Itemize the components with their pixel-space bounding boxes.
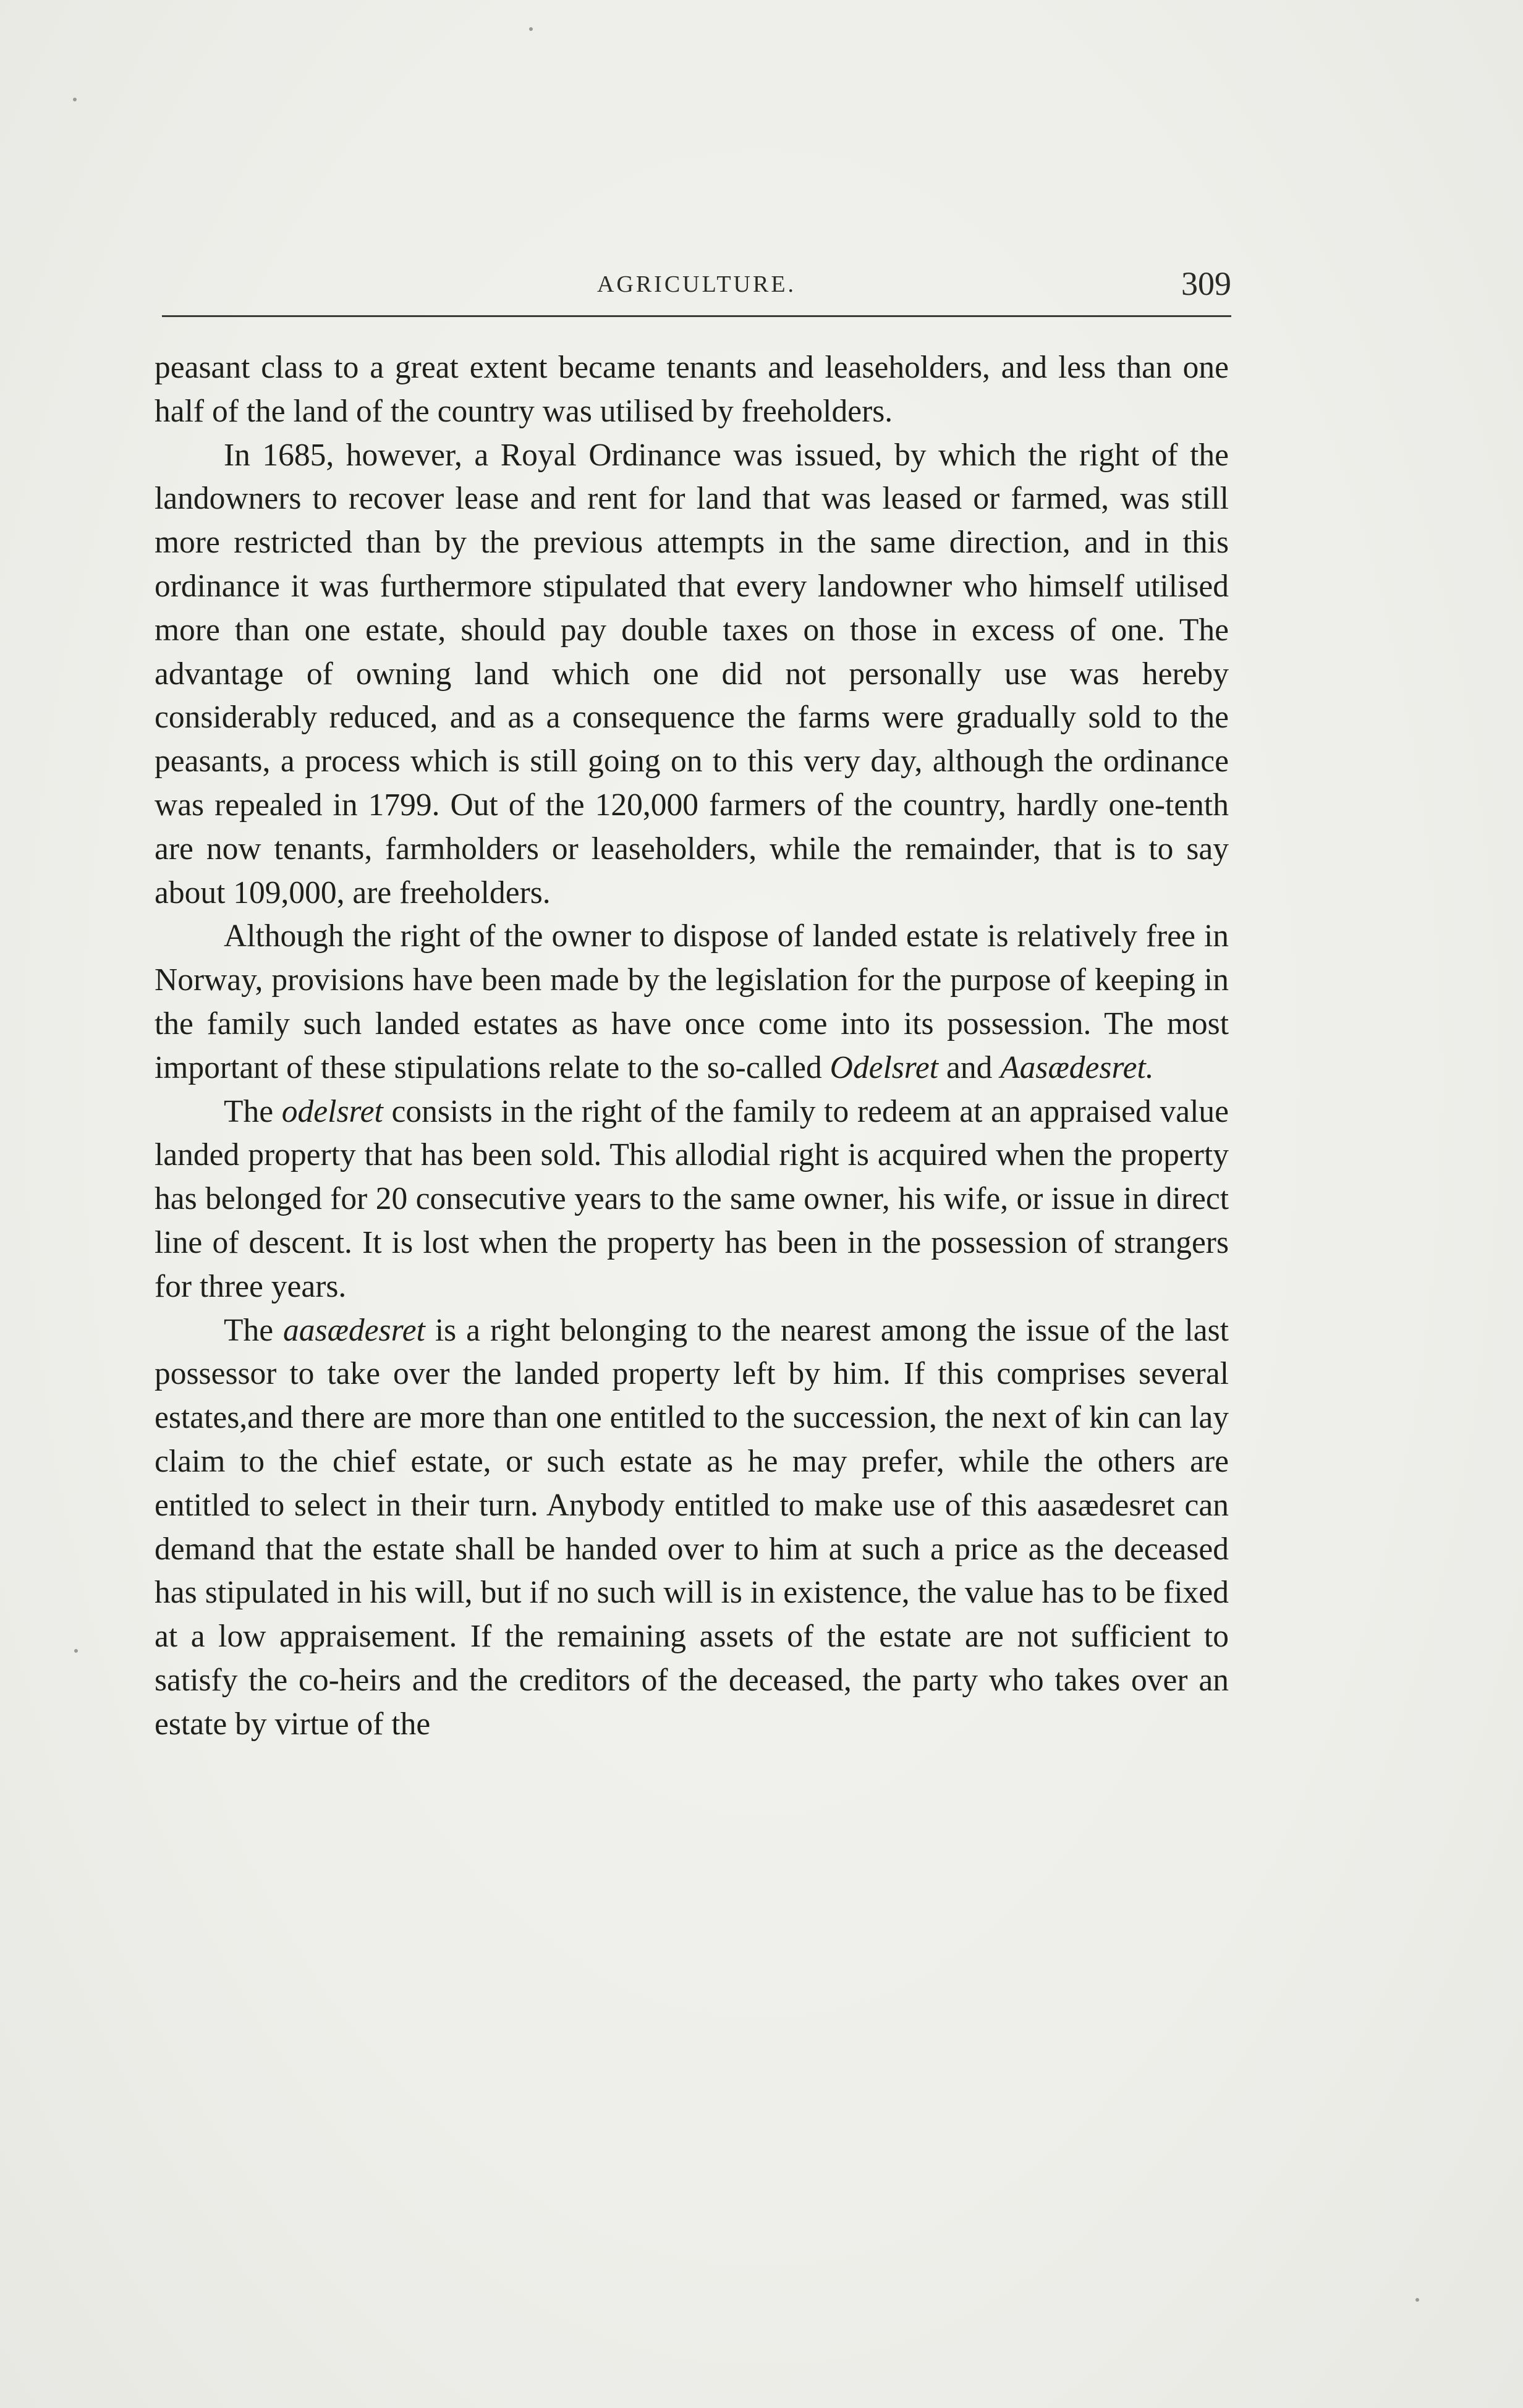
term-aasaedesret: Aasædesret. bbox=[1000, 1049, 1154, 1085]
paragraph-3-conjunction: and bbox=[938, 1049, 1001, 1085]
term-odelsret: Odelsret bbox=[829, 1049, 939, 1085]
paragraph-3-text: Although the right of the owner to dispose of landed estate is relatively free in Norway, provisions have been made by the legislation for the purpose of keeping in the family such landed estates as have once come into its possession. The most important of these stipulations relate to the so-called bbox=[155, 918, 1229, 1085]
paper-speck bbox=[74, 1649, 78, 1653]
running-title: AGRICULTURE. bbox=[596, 271, 797, 297]
paper-speck bbox=[73, 98, 77, 101]
paragraph-4 bbox=[155, 1090, 1229, 1309]
body-text bbox=[155, 346, 1229, 1747]
paragraph-4-lead: The bbox=[224, 1093, 282, 1129]
paragraph-2: In 1685, however, a Royal Ordinance was issued, by which the right of the landowners to recover lease and rent for land that was leased or farmed, was still more restricted than by the previous attempts in the same direction, and in this ordinance it was furthermore stipulated that every landowner who himself utilised more than one estate, should pay double taxes on those in excess of one. The advantage of owning land which one did not personally use was hereby considerably reduced, and as a consequence the farms were gradually sold to the peasants, a process which is still going on to this very day, although the ordinance was repealed in 1799. Out of the 120,000 farmers of the country, hardly one-tenth are now tenants, farmholders or leaseholders, while the remainder, that is to say about 109,000, are freeholders. bbox=[155, 437, 1229, 910]
paper-speck bbox=[1415, 2298, 1419, 2302]
paragraph-3 bbox=[155, 915, 1229, 1090]
page-number: 309 bbox=[1181, 265, 1231, 302]
term-aasaedesret-lower: aasædesret bbox=[283, 1312, 425, 1348]
header-rule bbox=[162, 315, 1231, 317]
paragraph-5-text: is a right belonging to the nearest among the issue of the last possessor to take over the landed property left by him. If this comprises several estates,and there are more than one entitled to the succession, the next of kin can lay claim to the chief estate, or such estate as he may prefer, while the others are entitled to select in their turn. Anybody entitled to make use of this aasædesret can demand that the estate shall be handed over to him at such a price as the deceased has stipulated in his will, but if no such will is in existence, the value has to be fixed at a low appraisement. If the remaining assets of the estate are not sufficient to satisfy the co-heirs and the creditors of the deceased, the party who takes over an estate by virtue of the bbox=[155, 1312, 1229, 1742]
paragraph-5 bbox=[155, 1309, 1229, 1747]
paper-speck bbox=[529, 27, 533, 31]
paragraph-5-lead: The bbox=[224, 1312, 284, 1348]
term-odelsret-lower: odelsret bbox=[281, 1093, 383, 1129]
paragraph-1: peasant class to a great extent became tenants and leaseholders, and less than one half of the land of the country was utilised by freeholders. bbox=[155, 350, 1229, 429]
paragraph-4-text: consists in the right of the family to redeem at an appraised value landed property that has been sold. This allodial right is acquired when the property has belonged for 20 consecutive years to the same owner, his wife, or issue in direct line of descent. It is lost when the property has been in the possession of strangers for three years. bbox=[155, 1093, 1229, 1304]
page-header bbox=[162, 265, 1231, 314]
